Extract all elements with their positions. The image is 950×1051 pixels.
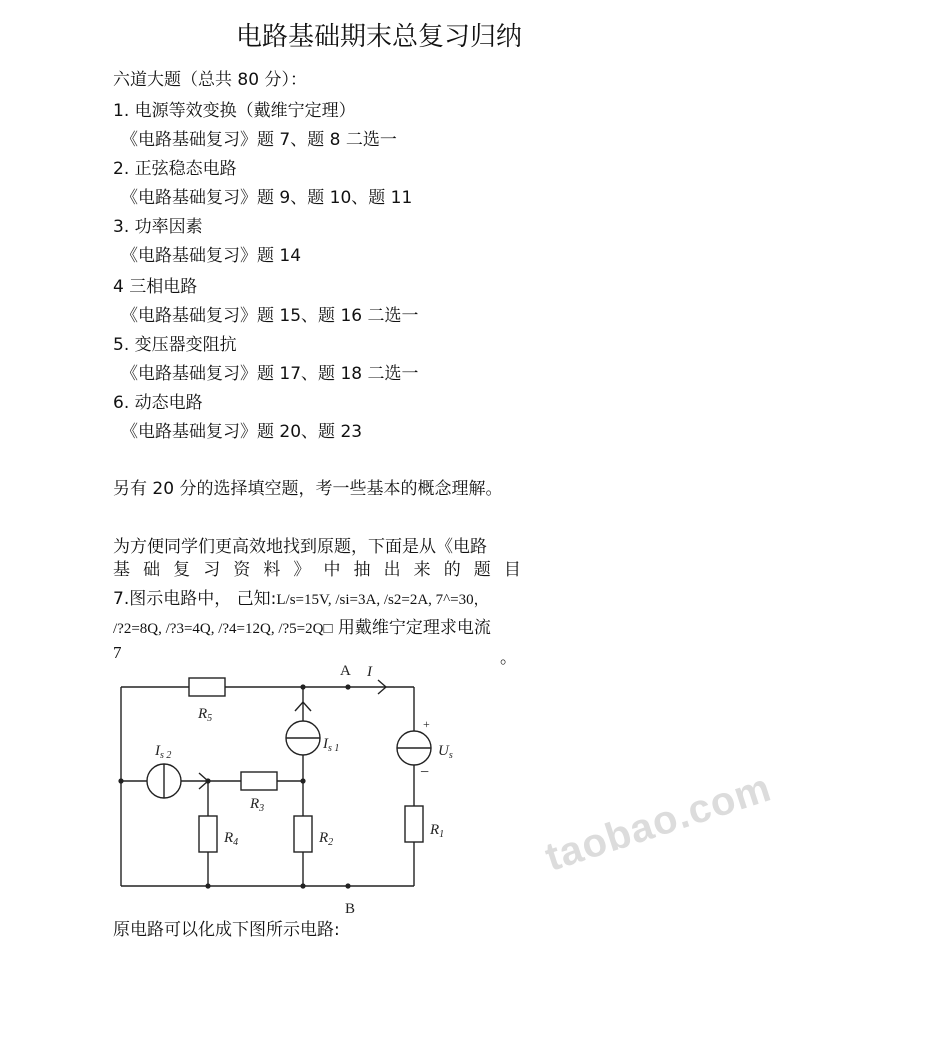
- problem-line-2: [113, 613, 491, 638]
- paragraph-char: 基: [113, 560, 130, 580]
- watermark: taobao.com: [540, 765, 777, 880]
- node-b-dot: [345, 883, 350, 888]
- paragraph-char: 来: [413, 560, 431, 580]
- extra-note: 另有 20 分的选择填空题，考一些基本的概念理解。: [113, 479, 503, 499]
- paragraph-char: 习: [203, 560, 221, 580]
- problem-values-1: L/s=15V, /si=3A, /s2=2A, 7^=30，: [276, 592, 489, 608]
- item-ref-1: 《电路基础复习》题 7、题 8 二选一: [121, 130, 397, 150]
- problem-suffix: 用戴维宁定理求电流: [332, 618, 491, 638]
- closing-text: 原电路可以化成下图所示电路:: [113, 920, 340, 940]
- paragraph-char: 出: [383, 560, 401, 580]
- problem-line-1: [113, 584, 527, 609]
- label-r1: $R_1$: [430, 822, 445, 840]
- paragraph-char: 中: [323, 560, 341, 580]
- item-ref-4: 《电路基础复习》题 15、题 16 二选一: [121, 306, 419, 326]
- node-a-dot: [345, 684, 350, 689]
- label-us: $U_s$: [438, 743, 453, 761]
- label-r3: $R_3$: [250, 796, 265, 814]
- paragraph-line-1: 为方便同学们更高效地找到原题，下面是从《电路: [113, 537, 487, 557]
- label-r4: $R_4$: [224, 830, 239, 848]
- resistor-r3: [241, 772, 277, 790]
- resistor-r5: [189, 678, 225, 696]
- problem-line-3-left: 7: [113, 643, 122, 662]
- paragraph-char: 资: [233, 560, 251, 580]
- paragraph-char: 础: [143, 560, 161, 580]
- label-node-b: B: [345, 901, 356, 917]
- paragraph-char: 题: [473, 560, 491, 580]
- paragraph-line-2: [113, 555, 521, 580]
- problem-prefix: 7.图示电路中， 己知:: [113, 589, 277, 609]
- item-heading-3: 3. 功率因素: [113, 217, 203, 237]
- resistor-r1: [405, 806, 423, 842]
- label-r5: $R_5$: [198, 706, 213, 724]
- circuit-diagram: [100, 655, 480, 920]
- paragraph-char: 料: [263, 560, 281, 580]
- paragraph-char: 目: [503, 560, 521, 580]
- item-heading-4: 4 三相电路: [113, 277, 198, 297]
- item-heading-6: 6. 动态电路: [113, 393, 203, 413]
- item-heading-1: 1. 电源等效变换（戴维宁定理）: [113, 101, 356, 121]
- item-ref-2: 《电路基础复习》题 9、题 10、题 11: [121, 188, 413, 208]
- label-is2: $I_{s 2}$: [155, 743, 172, 761]
- label-node-a: A: [340, 663, 351, 679]
- paragraph-char: 的: [443, 560, 461, 580]
- item-ref-6: 《电路基础复习》题 20、题 23: [121, 422, 363, 442]
- problem-line-3-right: 。: [500, 648, 517, 668]
- page-title: 电路基础期末总复习归纳: [236, 22, 523, 52]
- paragraph-char: 》: [293, 560, 311, 580]
- label-minus: −: [420, 764, 430, 781]
- item-ref-5: 《电路基础复习》题 17、题 18 二选一: [121, 364, 419, 384]
- item-ref-3: 《电路基础复习》题 14: [121, 246, 302, 266]
- resistor-r4: [199, 816, 217, 852]
- label-r2: $R_2$: [319, 830, 334, 848]
- intro-text: 六道大题（总共 80 分）：: [113, 70, 307, 90]
- item-heading-2: 2. 正弦稳态电路: [113, 159, 237, 179]
- label-current-i: I: [367, 664, 372, 680]
- item-heading-5: 5. 变压器变阻抗: [113, 335, 237, 355]
- paragraph-char: 复: [173, 560, 191, 580]
- problem-values-2: /?2=8Q, /?3=4Q, /?4=12Q, /?5=2Q□: [113, 621, 333, 637]
- label-is1: $I_{s 1}$: [323, 736, 340, 754]
- label-plus: +: [423, 717, 430, 731]
- paragraph-char: 抽: [353, 560, 371, 580]
- resistor-r2: [294, 816, 312, 852]
